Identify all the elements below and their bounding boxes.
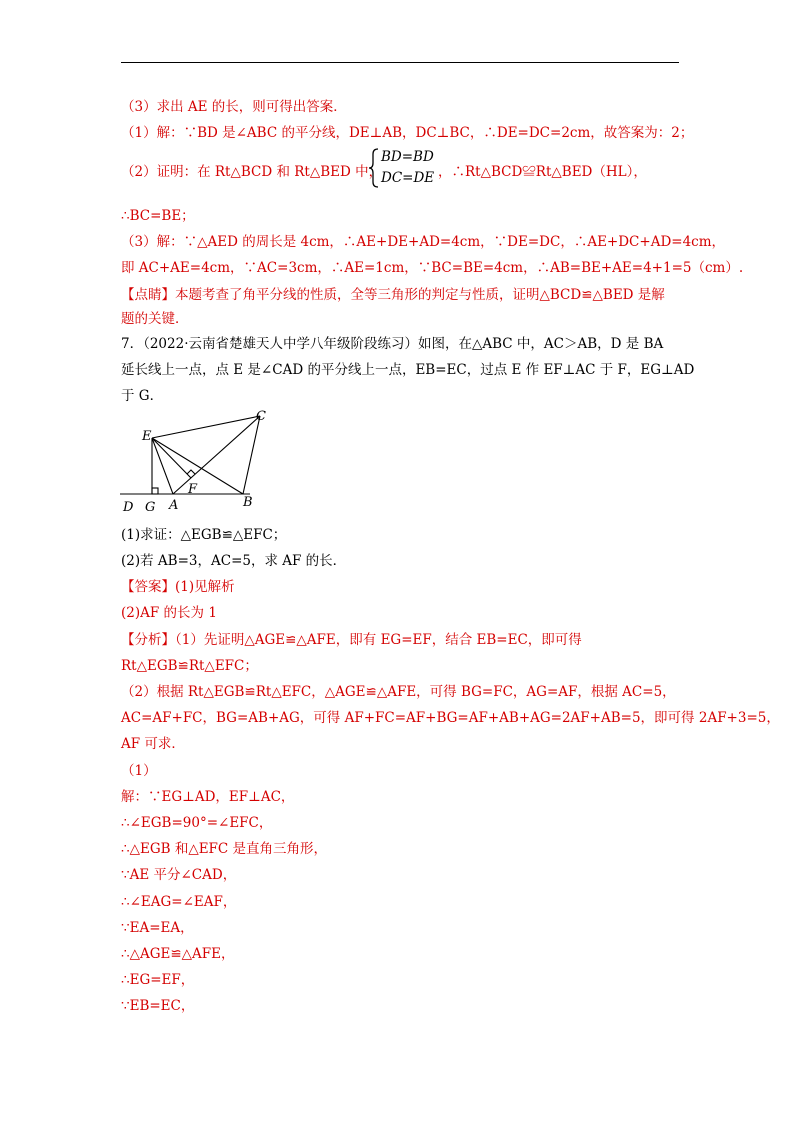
right-angle-g <box>152 488 158 494</box>
label-d: D <box>123 500 134 515</box>
text-line-l19: AC=AF+FC，BG=AB+AG，可得 AF+FC=AF+BG=AF+AB+AG=2AF+AB=5，即可得 2AF+3=5， <box>121 710 780 726</box>
label-a: A <box>169 498 179 513</box>
text-line-l11: 于 G． <box>121 388 164 404</box>
label-c: C <box>256 409 266 424</box>
segment-ec <box>152 416 260 438</box>
system-bottom-equation: DC=DE <box>381 170 435 186</box>
text-line-l4: ∴BC=BE； <box>121 208 195 224</box>
text-line-l22: 解：∵EG⊥AD，EF⊥AC， <box>121 789 295 805</box>
text-line-l1: （3）求出 AE 的长，则可得出答案． <box>121 99 347 115</box>
text-line-l6: 即 AC+AE=4cm，∵AC=3cm，∴AE=1cm，∵BC=BE=4cm，∴AB=BE+AE=4+1=5（cm）. <box>121 260 744 276</box>
text-line-l12: (1)求证：△EGB≌△EFC； <box>121 527 287 543</box>
text-line-l14: 【答案】(1)见解析 <box>121 579 235 595</box>
text-line-l25: ∵AE 平分∠CAD， <box>121 867 237 883</box>
label-e: E <box>142 429 152 444</box>
text-line-l5: （3）解：∵△AED 的周长是 4cm，∴AE+DE+AD=4cm，∵DE=DC，∴AE+DC+AD=4cm， <box>121 234 726 250</box>
text-line-l21: （1） <box>121 763 157 779</box>
label-b: B <box>243 495 253 510</box>
text-line-l18: （2）根据 Rt△EGB≌Rt△EFC，△AGE≌△AFE，可得 BG=FC，AG=AF，根据 AC=5， <box>121 684 676 700</box>
equation-system <box>367 147 437 189</box>
text-line-l28: ∴△AGE≌△AFE， <box>121 946 235 962</box>
header-rule <box>121 62 679 63</box>
text-line-l9: 7．（2022·云南省楚雄天人中学八年级阶段练习）如图，在△ABC 中，AC＞AB，D 是 BA <box>121 336 664 352</box>
label-g: G <box>145 500 156 515</box>
right-angle-f <box>187 470 195 474</box>
text-line-l3a: （2）证明：在 Rt△BCD 和 Rt△BED 中， <box>121 164 383 180</box>
text-line-l2: （1）解：∵BD 是∠ABC 的平分线，DE⊥AB，DC⊥BC，∴DE=DC=2cm，故答案为：2； <box>121 125 694 141</box>
text-line-l24: ∴△EGB 和△EFC 是直角三角形， <box>121 841 328 857</box>
text-line-l20: AF 可求． <box>121 736 185 752</box>
geometry-figure <box>115 406 285 522</box>
left-brace <box>367 147 381 189</box>
text-line-l17: Rt△EGB≌Rt△EFC； <box>121 658 258 674</box>
text-line-l30: ∵EB=EC， <box>121 998 195 1014</box>
text-line-l16: 【分析】（1）先证明△AGE≌△AFE，即有 EG=EF，结合 EB=EC，即可得 <box>121 632 582 648</box>
segment-cb <box>243 416 260 494</box>
text-line-l7: 【点睛】本题考查了角平分线的性质，全等三角形的判定与性质，证明△BCD≌△BED 是解 <box>121 287 665 303</box>
segment-ac <box>173 416 260 494</box>
text-line-l15: (2)AF 的长为 1 <box>121 605 217 621</box>
text-line-l3b: ，∴Rt△BCD≌Rt△BED（HL）， <box>438 164 647 180</box>
text-line-l29: ∴EG=EF， <box>121 972 195 988</box>
triangle-diagram <box>115 406 285 518</box>
label-f: F <box>188 482 198 497</box>
text-line-l10: 延长线上一点，点 E 是∠CAD 的平分线上一点，EB=EC，过点 E 作 EF⊥AC 于 F，EG⊥AD <box>121 362 695 378</box>
segment-eb <box>152 438 243 494</box>
text-line-l26: ∴∠EAG=∠EAF， <box>121 894 237 910</box>
text-line-l13: (2)若 AB=3，AC=5，求 AF 的长． <box>121 553 347 569</box>
text-line-l27: ∵EA=EA， <box>121 920 194 936</box>
text-line-l23: ∴∠EGB=90°=∠EFC， <box>121 815 273 831</box>
text-line-l8: 题的关键． <box>121 311 189 327</box>
system-top-equation: BD=BD <box>381 149 434 165</box>
segment-ea <box>152 438 173 494</box>
